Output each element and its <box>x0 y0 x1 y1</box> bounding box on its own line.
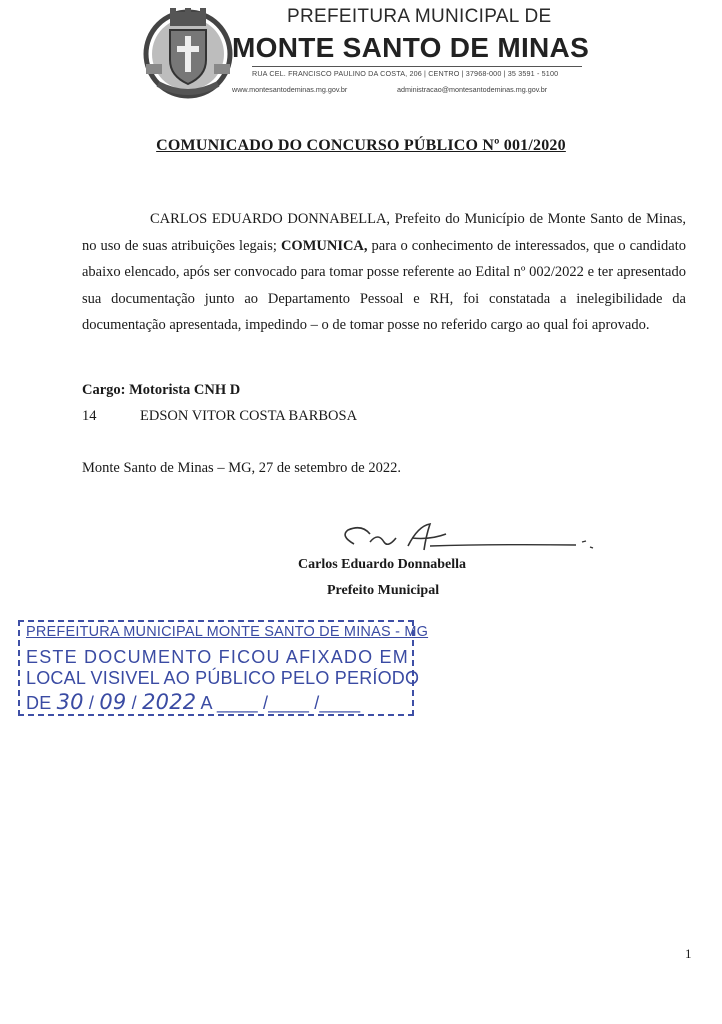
stamp-line2: ESTE DOCUMENTO FICOU AFIXADO EM <box>26 647 409 667</box>
stamp-separator: A <box>200 693 212 713</box>
stamp-month: 09 <box>99 690 127 714</box>
signer-role: Prefeito Municipal <box>327 583 440 598</box>
stamp-line1: PREFEITURA MUNICIPAL MONTE SANTO DE MINAS - MG <box>26 624 429 640</box>
page-number: 1 <box>685 946 692 961</box>
signer-name: Carlos Eduardo Donnabella <box>298 557 467 572</box>
letterhead-email: administracao@montesantodeminas.mg.gov.br <box>397 85 548 94</box>
candidate-number: 14 <box>82 408 97 424</box>
place-date: Monte Santo de Minas – MG, 27 de setembro de 2022. <box>82 460 401 476</box>
stamp-year: 2022 <box>142 690 197 714</box>
body-paragraph <box>82 206 686 339</box>
letterhead-line1: PREFEITURA MUNICIPAL DE <box>287 6 552 27</box>
stamp-prefix: DE <box>26 693 52 713</box>
document-title: COMUNICADO DO CONCURSO PÚBLICO Nº 001/2020 <box>156 137 566 154</box>
paragraph-emphasis: COMUNICA, <box>280 237 368 254</box>
stamp-line4: DE 30 / 09 / 2022 A ____ /____ /____ <box>26 690 361 714</box>
letterhead-municipality: MONTE SANTO DE MINAS <box>232 32 590 63</box>
handwritten-signature <box>326 520 606 560</box>
coat-of-arms-icon <box>140 4 236 100</box>
paragraph-text-1: CARLOS EDUARDO DONNABELLA, Prefeito do Município de Monte Santo de Minas, no uso de suas atribuições legais; <box>82 211 686 254</box>
stamp-day: 30 <box>56 690 84 714</box>
posting-stamp <box>18 620 429 716</box>
cargo-label: Cargo: Motorista CNH D <box>82 382 241 398</box>
candidate-name: EDSON VITOR COSTA BARBOSA <box>140 408 358 424</box>
letterhead-website: www.montesantodeminas.mg.gov.br <box>232 85 348 94</box>
letterhead-divider <box>252 66 582 67</box>
stamp-line3: LOCAL VISIVEL AO PÚBLICO PELO PERÍODO <box>26 668 420 688</box>
letterhead-address: RUA CEL. FRANCISCO PAULINO DA COSTA, 206 | CENTRO | 37968-000 | 35 3591 - 5100 <box>252 69 559 78</box>
paragraph-text-2: para o conhecimento de interessados, que o candidato abaixo elencado, após ser convocado para tomar posse referente ao Edital nº 002/2022 e ter apresentado sua documentação junto ao Departamento Pessoal e RH, foi constatada a inelegibilidade da documentação apresentada, impedindo – o de tomar posse no referido cargo ao qual foi aprovado. <box>82 237 687 333</box>
